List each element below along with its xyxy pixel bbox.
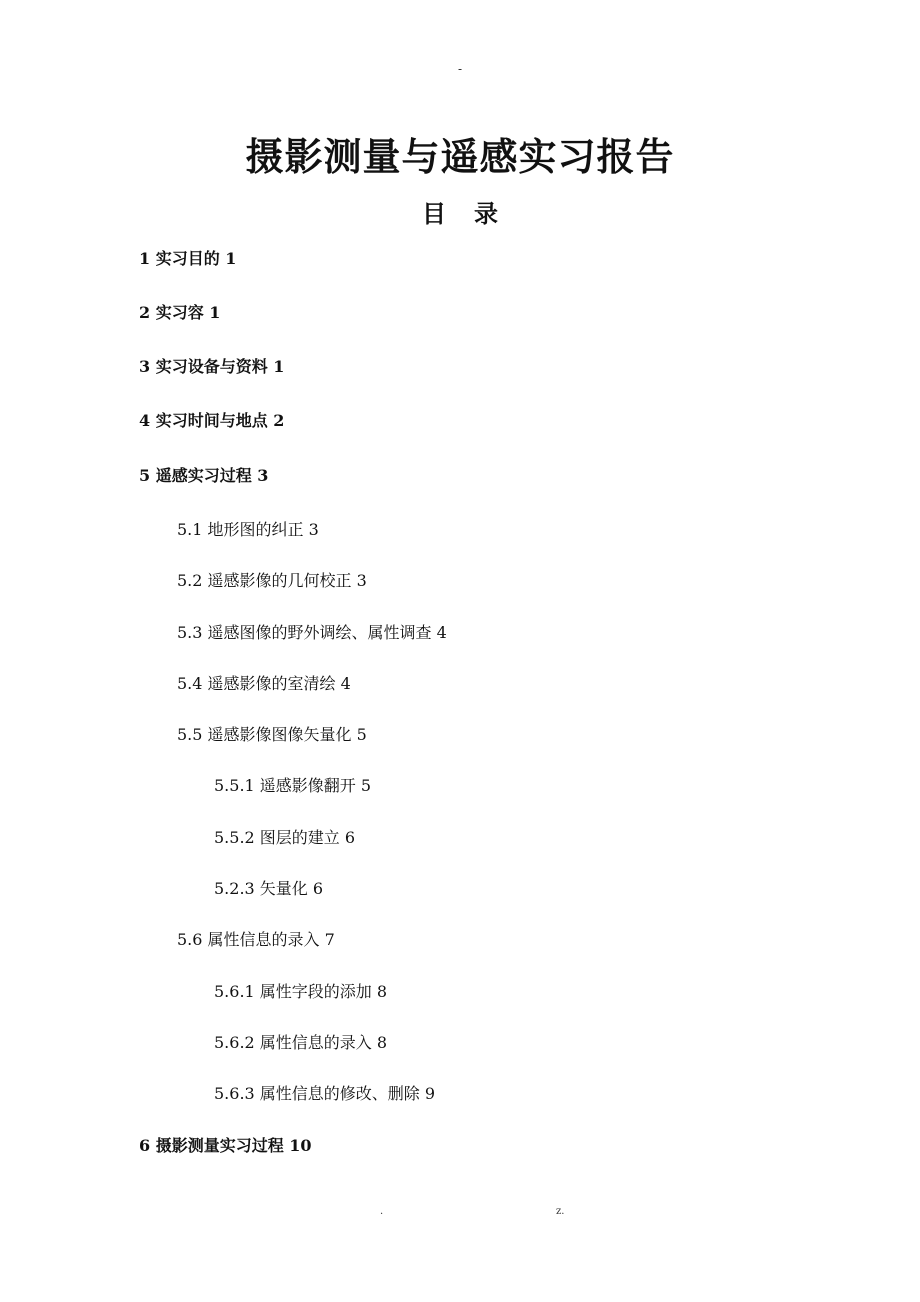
toc-entry-5-5[interactable]: 5.5 遥感影像图像矢量化 5 xyxy=(177,725,367,744)
toc-entry-5-2-3[interactable]: 5.2.3 矢量化 6 xyxy=(214,879,324,898)
toc-entry-5-3[interactable]: 5.3 遥感图像的野外调绘、属性调查 4 xyxy=(177,623,447,642)
header-mark: - xyxy=(457,62,463,76)
toc-entry-1[interactable]: 1 实习目的 1 xyxy=(139,249,237,268)
toc-entry-5-5-1[interactable]: 5.5.1 遥感影像翻开 5 xyxy=(214,776,372,795)
document-title: 摄影测量与遥感实习报告 xyxy=(245,134,675,179)
toc-entry-5-6-1[interactable]: 5.6.1 属性字段的添加 8 xyxy=(214,982,388,1001)
toc-entry-4[interactable]: 4 实习时间与地点 2 xyxy=(139,411,285,430)
toc-entry-5-4[interactable]: 5.4 遥感影像的室清绘 4 xyxy=(177,674,351,693)
toc-entry-5-2[interactable]: 5.2 遥感影像的几何校正 3 xyxy=(177,571,367,590)
toc-entry-5-6-2[interactable]: 5.6.2 属性信息的录入 8 xyxy=(214,1033,388,1052)
toc-entry-5-1[interactable]: 5.1 地形图的纠正 3 xyxy=(177,520,319,539)
toc-entry-5-5-2[interactable]: 5.5.2 图层的建立 6 xyxy=(214,828,356,847)
toc-entry-5-6-3[interactable]: 5.6.3 属性信息的修改、删除 9 xyxy=(214,1084,436,1103)
toc-heading: 目录 xyxy=(422,199,526,228)
footer-right-mark: z. xyxy=(556,1206,565,1217)
toc-entry-5[interactable]: 5 遥感实习过程 3 xyxy=(139,466,269,485)
toc-entry-2[interactable]: 2 实习容 1 xyxy=(139,303,221,322)
toc-entry-5-6[interactable]: 5.6 属性信息的录入 7 xyxy=(177,930,335,949)
footer-left-mark: . xyxy=(380,1206,384,1217)
toc-entry-3[interactable]: 3 实习设备与资料 1 xyxy=(139,357,285,376)
toc-entry-6[interactable]: 6 摄影测量实习过程 10 xyxy=(139,1136,312,1155)
